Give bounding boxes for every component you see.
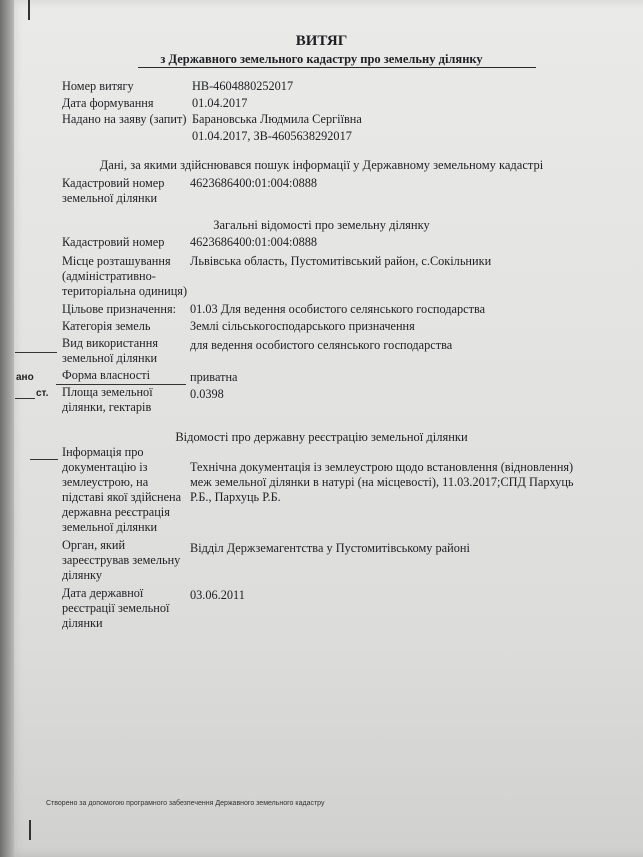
reg-date-value: 03.06.2011: [190, 588, 245, 602]
binding-shadow: [0, 0, 14, 857]
general-cadastral-value: 4623686400:01:004:0888: [190, 235, 318, 249]
doc-label-5: державна реєстрація: [62, 505, 170, 519]
search-heading: Дані, за якими здійснювався пошук інформації у Державному земельному кадастрі: [99, 158, 544, 172]
request-applicant: Барановська Людмила Сергіївна: [192, 112, 362, 126]
reg-date-label-2: реєстрації земельної: [62, 601, 170, 615]
location-value: Львівська область, Пустомитівський район, с.Сокільники: [190, 254, 492, 268]
extract-number-label: Номер витягу: [62, 79, 134, 93]
margin-mark-1: ано: [16, 372, 34, 383]
page-footer: Створено за допомогою програмного забезпечення Державного земельного кадастру: [46, 800, 325, 807]
doc-value-3: Р.Б., Пархуць Р.Б.: [190, 490, 281, 504]
registration-heading: Відомості про державну реєстрацію земельної ділянки: [175, 430, 468, 444]
location-label-3: територіальна одиниця): [62, 284, 188, 298]
location-label-2: (адміністративно-: [62, 269, 156, 283]
doc-label-2: документацію із: [62, 460, 148, 474]
organ-label-2: зареєстрував земельну: [62, 553, 181, 567]
margin-tick-2: [15, 398, 35, 399]
request-details: 01.04.2017, ЗВ-4605638292017: [192, 129, 352, 143]
category-label: Категорія земель: [62, 319, 151, 333]
doc-value-1: Технічна документація із землеустрою щодо встановлення (відновлення): [190, 460, 574, 474]
doc-label-1: Інформація про: [62, 445, 144, 459]
use-value: для ведення особистого селянського господарства: [190, 338, 453, 352]
category-value: Землі сільськогосподарського призначення: [190, 319, 415, 333]
ownership-value: приватна: [190, 370, 238, 384]
doc-label-6: земельної ділянки: [62, 520, 158, 534]
search-cadastral-value: 4623686400:01:004:0888: [190, 176, 318, 190]
use-label-1: Вид використання: [62, 336, 158, 350]
margin-rule-bottom: [29, 820, 31, 840]
purpose-label: Цільове призначення:: [62, 302, 177, 316]
extract-date-label: Дата формування: [62, 96, 154, 110]
use-label-2: земельної ділянки: [62, 351, 158, 365]
organ-label-1: Орган, який: [62, 538, 126, 552]
reg-date-label-3: ділянки: [62, 616, 103, 630]
doc-label-3: землеустрою, на: [62, 475, 149, 489]
area-value: 0.0398: [190, 387, 224, 401]
document-subtitle: з Державного земельного кадастру про земельну ділянку: [160, 52, 483, 66]
general-cadastral-label: Кадастровий номер: [62, 235, 165, 249]
margin-rule-top: [28, 0, 30, 20]
ownership-label: Форма власності: [62, 368, 151, 382]
subtitle-underline: [138, 67, 536, 68]
doc-value-2: меж земельної ділянки в натурі (на місцевості), 11.03.2017;СПД Пархуць: [190, 475, 574, 489]
extract-number-value: НВ-4604880252017: [192, 79, 294, 93]
margin-mark-2: ст.: [36, 388, 49, 399]
extract-date-value: 01.04.2017: [192, 96, 248, 110]
area-label-2: ділянки, гектарів: [62, 400, 152, 414]
purpose-value: 01.03 Для ведення особистого селянського господарства: [190, 302, 486, 316]
area-label-1: Площа земельної: [62, 385, 153, 399]
general-heading: Загальні відомості про земельну ділянку: [213, 218, 430, 232]
location-label-1: Місце розташування: [62, 254, 171, 268]
organ-label-3: ділянку: [62, 568, 102, 582]
search-cadastral-label-1: Кадастровий номер: [62, 176, 165, 190]
margin-tick-3: [30, 459, 58, 460]
doc-label-4: підставі якої здійснена: [62, 490, 182, 504]
organ-value: Відділ Держземагентства у Пустомитівському районі: [190, 541, 470, 555]
search-cadastral-label-2: земельної ділянки: [62, 191, 158, 205]
document-title: ВИТЯГ: [295, 33, 348, 49]
request-label: Надано на заяву (запит): [62, 112, 187, 126]
margin-tick-1: [15, 352, 57, 353]
reg-date-label-1: Дата державної: [62, 586, 144, 600]
